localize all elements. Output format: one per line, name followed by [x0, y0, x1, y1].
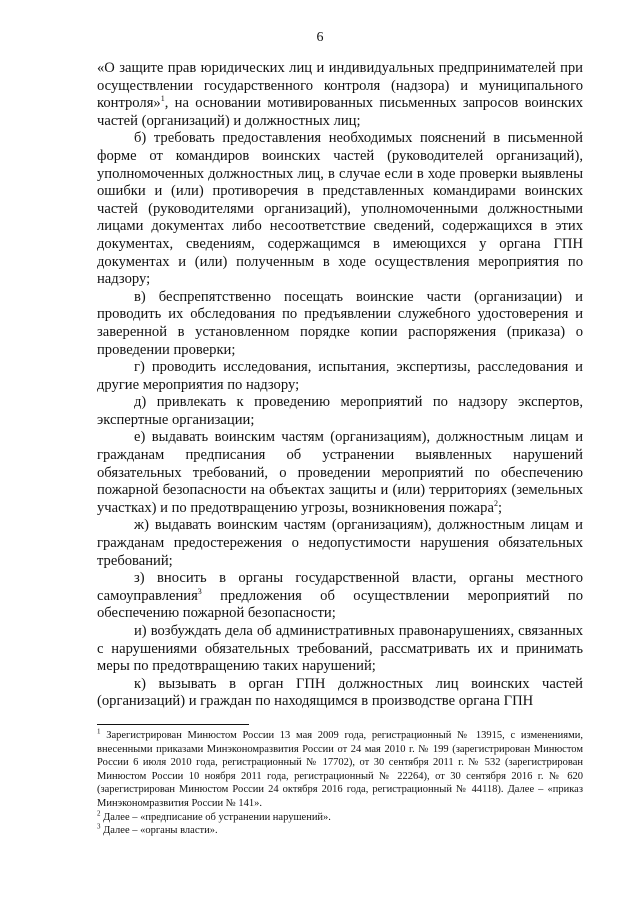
page-number: 6	[316, 30, 324, 45]
paragraph-item-d: д) привлекать к проведению мероприятий по надзору экспертов, экспертные организации;	[97, 394, 583, 428]
footnote-2	[97, 811, 583, 825]
paragraph-item-z	[97, 570, 583, 623]
footnote-text: Далее – «предписание об устранении нарушений».	[100, 811, 331, 823]
footnote-divider	[97, 724, 249, 725]
paragraph-continuation	[97, 60, 583, 130]
footnote-text: Зарегистрирован Минюстом России 13 мая 2009 года, регистрационный № 13915, с изменениями, внесенными приказами Минэкономразвития России от 24 мая 2010 г. № 199 (зарегистрирован Минюстом России 6 июля 2010 года, регистрационный № 17702), от 30 сентября 2011 г. № 532 (зарегистрирован Минюстом России 10 ноября 2011 года, регистрационный № 22264), от 30 сентября 2016 г. № 620 (зарегистрирован Минюстом России 24 октября 2016 года, регистрационный № 44118). Далее – «приказ Минэкономразвития России № 141».	[97, 730, 583, 809]
footnote-1	[97, 729, 583, 811]
footnote-mark: 1	[97, 727, 101, 736]
paragraph-item-e	[97, 429, 583, 517]
paragraph-text: «О защите прав юридических лиц и индивидуальных предпринимателей при осуществлении государственного контроля (надзора) и муниципального контроля»	[97, 60, 583, 112]
paragraph-tail: предложения об осуществлении мероприятий по обеспечению пожарной безопасности;	[97, 587, 583, 622]
footnote-mark: 3	[97, 822, 101, 831]
body-text	[97, 60, 583, 711]
footnote-text: Далее – «органы власти».	[100, 825, 218, 837]
footnote-mark: 2	[97, 809, 101, 818]
paragraph-text: з) вносить в органы государственной власти, органы местного самоуправления	[97, 570, 583, 604]
footnote-3	[97, 824, 583, 838]
paragraph-item-b: б) требовать предоставления необходимых пояснений в письменной форме от командиров воинских частей (руководителей организаций), уполномоченных должностных лиц, в случае если в ходе проверки выявлены ошибки и (или) противоречия в представленных командирами воинских частей (руководителями организаций), уполномоченными должностными лицами документах либо несоответствие сведений, содержащихся в этих документах, сведениям, содержащимся в имеющихся у органа ГПН документах и (или) полученным в ходе осуществления мероприятия по надзору;	[97, 130, 583, 288]
paragraph-item-k: к) вызывать в орган ГПН должностных лиц воинских частей (организаций) и граждан по находящимся в производстве органа ГПН	[97, 675, 583, 710]
paragraph-item-i: и) возбуждать дела об административных правонарушениях, связанных с нарушениями обязательных требований, рассматривать их и принимать меры по предотвращению таких нарушений;	[97, 623, 583, 675]
footnote-ref: 1	[160, 94, 165, 104]
paragraph-text: е) выдавать воинским частям (организациям), должностным лицам и гражданам предписания об устранении выявленных нарушений обязательных требований, о проведении мероприятий по обеспечению пожарной безопасности на объектах защиты и (или) территориях (земельных участках) и по предотвращению угрозы, возникновения пожара	[97, 429, 583, 516]
paragraph-item-v: в) беспрепятственно посещать воинские части (организации) и проводить их обследования по предъявлении служебного удостоверения и заверенной в установленном порядке копии распоряжения (приказа) о проведении проверки;	[97, 288, 583, 358]
footnote-ref: 3	[197, 586, 202, 596]
paragraph-item-zh: ж) выдавать воинским частям (организациям), должностным лицам и гражданам предостережения о недопустимости нарушения обязательных требований;	[97, 517, 583, 569]
paragraph-tail: ;	[497, 499, 503, 516]
footnote-ref: 2	[493, 498, 498, 508]
footnotes	[97, 729, 583, 838]
paragraph-item-g: г) проводить исследования, испытания, экспертизы, расследования и другие мероприятия по надзору;	[97, 359, 583, 393]
paragraph-tail: , на основании мотивированных письменных запросов воинских частей (организаций) и должностных лиц;	[97, 95, 583, 129]
